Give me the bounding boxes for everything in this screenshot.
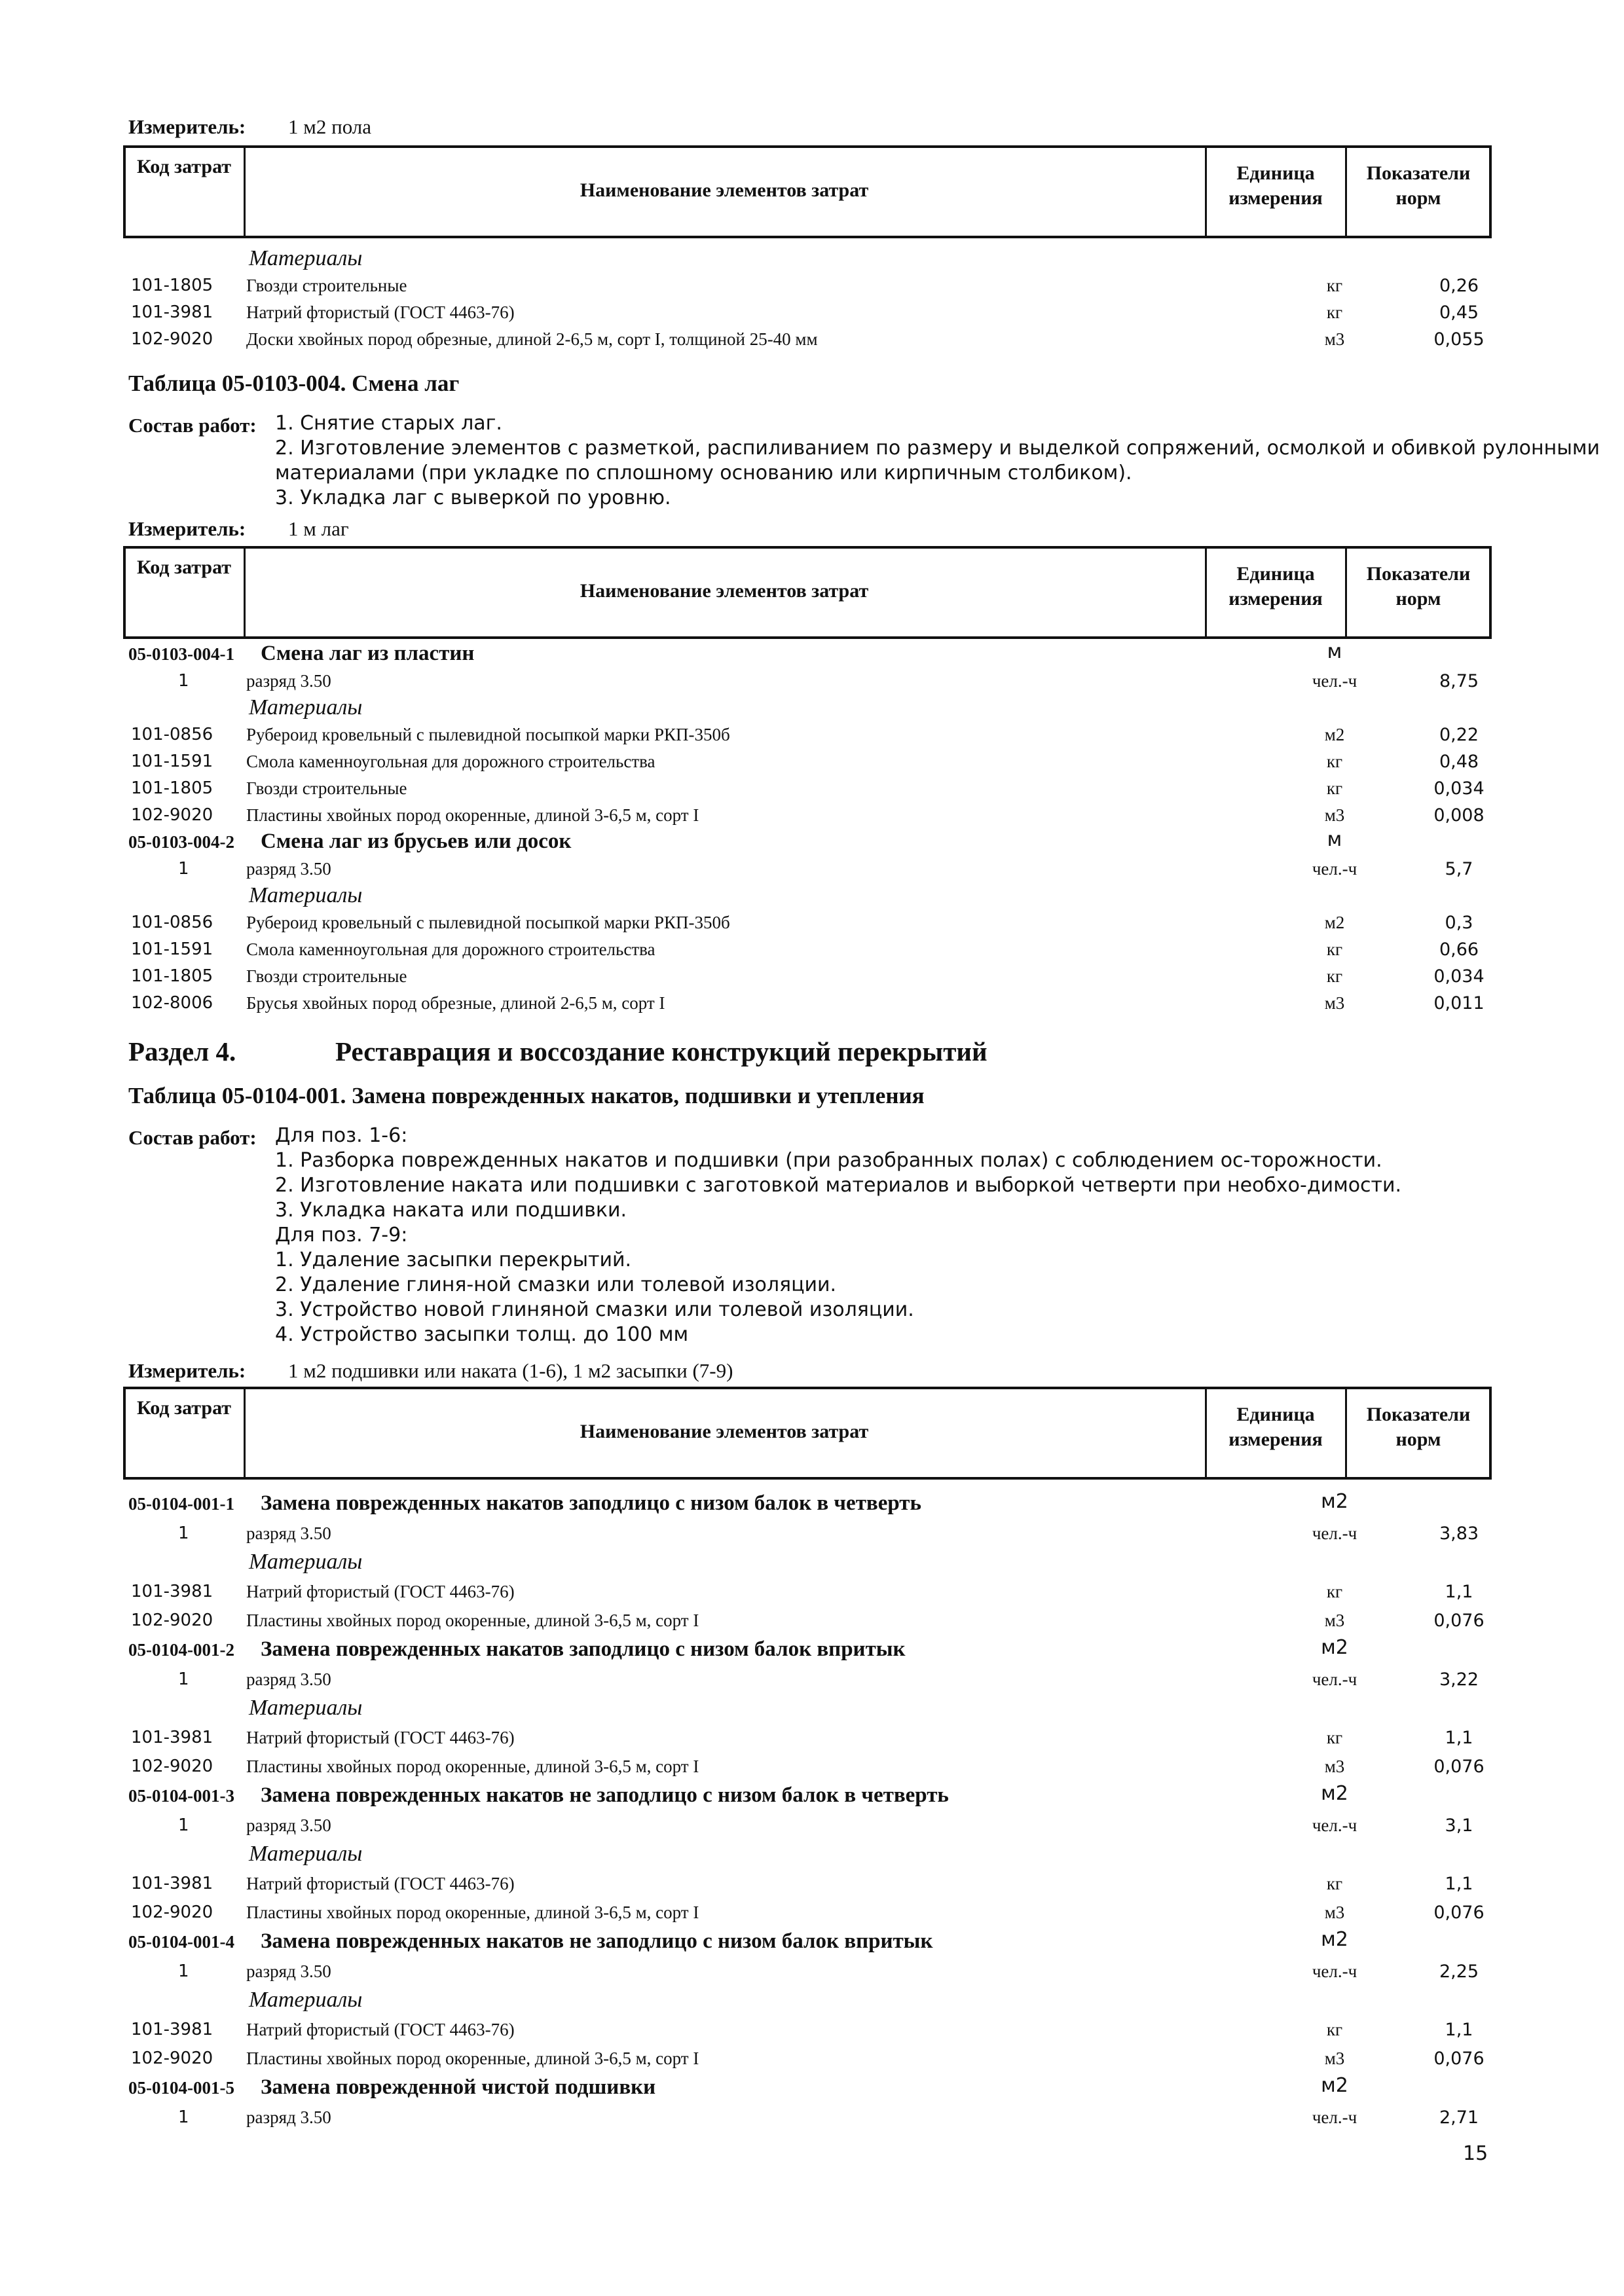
table-row [123, 1582, 1511, 1608]
work-line: 1. Удаление засыпки перекрытий. [275, 1248, 632, 1271]
labor-number: 1 [178, 1669, 189, 1689]
cost-code: 101-1805 [131, 276, 213, 295]
cost-code: 101-1591 [131, 939, 213, 959]
norm-value: 0,008 [1433, 805, 1485, 826]
col-name-header: Наименование элементов затрат [580, 1421, 869, 1442]
table-row [123, 1728, 1511, 1754]
cost-code: 101-1805 [131, 966, 213, 986]
norm-value: 0,055 [1433, 329, 1485, 350]
materials-subheading-row [123, 883, 1511, 912]
position-code: 05-0103-004-2 [128, 832, 234, 852]
position-name: Смена лаг из пластин [261, 642, 475, 665]
position-unit: м2 [1321, 1928, 1348, 1951]
materials-subheading: Материалы [249, 1696, 363, 1721]
work-line: Для поз. 1-6: [275, 1124, 408, 1147]
table-title: Таблица 05-0103-004. Смена лаг [128, 371, 460, 396]
cost-name: Натрий фтористый (ГОСТ 4463-76) [246, 1727, 515, 1747]
work-line: 1. Разборка поврежденных накатов и подшивки (при разобранных полах) с соблюдением ос-торожности. [275, 1149, 1382, 1172]
cost-code: 101-1805 [131, 778, 213, 798]
col-name-header: Наименование элементов затрат [580, 179, 869, 201]
norm-value: 0,034 [1433, 778, 1485, 799]
position-code: 05-0104-001-3 [128, 1786, 234, 1806]
norm-value: 0,66 [1439, 939, 1479, 960]
norm-value: 0,076 [1433, 1757, 1485, 1777]
cost-code: 102-9020 [131, 1757, 213, 1777]
position-row [123, 1636, 1511, 1666]
table-row [123, 302, 1511, 329]
col-norm-header: Показатели норм [1366, 1404, 1471, 1450]
materials-subheading-row [123, 695, 1511, 724]
table-row [123, 725, 1511, 751]
materials-subheading-row [123, 246, 1511, 275]
materials-subheading: Материалы [249, 1842, 363, 1867]
cost-name: Доски хвойных пород обрезные, длиной 2-6,5 м, сорт I, толщиной 25-40 мм [246, 329, 818, 349]
materials-subheading-row [123, 1844, 1511, 1870]
table-row [123, 329, 1511, 355]
position-code: 05-0104-001-5 [128, 2078, 234, 2098]
measure-value: 1 м2 пола [288, 115, 372, 138]
cost-name: Пластины хвойных пород окоренные, длиной 3-6,5 м, сорт I [246, 805, 699, 825]
work-line: материалами (при укладке по сплошному основанию или кирпичным столбиком). [275, 462, 1132, 484]
col-code-header: Код затрат [136, 1397, 232, 1419]
materials-subheading: Материалы [249, 883, 363, 907]
col-name-header: Наименование элементов затрат [580, 580, 869, 602]
unit-cell: кг [1326, 966, 1343, 986]
unit-cell: м3 [1324, 329, 1345, 349]
work-line: Для поз. 7-9: [275, 1224, 408, 1247]
unit-cell: кг [1326, 1727, 1343, 1747]
cost-name: Гвозди строительные [246, 276, 407, 295]
unit-cell: кг [1326, 1581, 1343, 1601]
unit-cell: м3 [1324, 1611, 1345, 1631]
norm-value: 0,48 [1439, 752, 1479, 772]
position-unit: м2 [1321, 1636, 1348, 1659]
materials-subheading: Материалы [249, 695, 363, 720]
table-row [123, 913, 1511, 939]
cost-code: 102-9020 [131, 2049, 213, 2069]
norm-value: 0,3 [1445, 913, 1473, 933]
cost-name: Рубероид кровельный с пылевидной посыпкой марки РКП-350б [246, 913, 730, 932]
labor-number: 1 [178, 1961, 189, 1981]
cost-code: 102-9020 [131, 805, 213, 825]
cost-name: разряд 3.50 [246, 2107, 331, 2127]
cost-code: 102-8006 [131, 993, 213, 1013]
col-norm-header: Показатели норм [1366, 563, 1471, 610]
col-unit-header: Единица измерения [1228, 162, 1323, 209]
position-row [123, 1782, 1511, 1812]
cost-name: разряд 3.50 [246, 671, 331, 691]
cost-name: Гвозди строительные [246, 778, 407, 798]
position-name: Замена поврежденных накатов заподлицо с низом балок в четверть [261, 1491, 921, 1515]
table-row [123, 778, 1511, 805]
materials-subheading-row [123, 1552, 1511, 1578]
table-row [123, 1815, 1511, 1842]
unit-cell: м2 [1324, 913, 1345, 932]
norm-value: 0,45 [1439, 302, 1479, 323]
cost-name: Пластины хвойных пород окоренные, длиной 3-6,5 м, сорт I [246, 1757, 699, 1777]
cost-code: 101-3981 [131, 1873, 213, 1893]
labor-number: 1 [178, 671, 189, 691]
position-code: 05-0103-004-1 [128, 644, 234, 664]
materials-subheading-row [123, 1990, 1511, 2016]
norm-value: 1,1 [1445, 1581, 1473, 1602]
cost-code: 102-9020 [131, 1611, 213, 1631]
position-name: Замена поврежденной чистой подшивки [261, 2075, 656, 2099]
table-row [123, 993, 1511, 1019]
unit-cell: кг [1326, 2019, 1343, 2039]
position-code: 05-0104-001-1 [128, 1494, 234, 1514]
unit-cell: чел.-ч [1312, 671, 1357, 691]
work-line: 2. Удаление глиня-ной смазки или толевой изоляции. [275, 1273, 837, 1296]
cost-name: Смола каменноугольная для дорожного строительства [246, 939, 655, 959]
cost-name: Гвозди строительные [246, 966, 407, 986]
norm-value: 1,1 [1445, 2019, 1473, 2040]
composition-label: Состав работ: [128, 1126, 257, 1149]
table-row [123, 966, 1511, 993]
norm-value: 5,7 [1445, 859, 1473, 879]
table-row [123, 1903, 1511, 1929]
position-unit: м [1327, 640, 1342, 663]
table-row [123, 2049, 1511, 2075]
work-line: 2. Изготовление элементов с разметкой, распиливанием по размеру и выделкой сопряжений, осмолкой и обивкой рулонными [275, 437, 1600, 460]
position-name: Замена поврежденных накатов заподлицо с низом балок впритык [261, 1637, 906, 1661]
col-norm-header: Показатели норм [1366, 162, 1471, 209]
cost-name: разряд 3.50 [246, 1669, 331, 1689]
norm-value: 0,011 [1433, 993, 1485, 1013]
norm-value: 2,25 [1439, 1961, 1479, 1982]
unit-cell: чел.-ч [1312, 1669, 1357, 1689]
table-header [123, 546, 1492, 639]
position-code: 05-0104-001-2 [128, 1640, 234, 1660]
labor-number: 1 [178, 1815, 189, 1835]
norm-value: 2,71 [1439, 2107, 1479, 2128]
table-header [123, 145, 1492, 238]
materials-subheading: Материалы [249, 1550, 363, 1575]
col-code-header: Код затрат [136, 556, 232, 578]
cost-name: разряд 3.50 [246, 859, 331, 879]
cost-code: 102-9020 [131, 1903, 213, 1923]
unit-cell: чел.-ч [1312, 1815, 1357, 1835]
col-unit-header: Единица измерения [1228, 1404, 1323, 1450]
labor-number: 1 [178, 2107, 189, 2127]
cost-code: 101-0856 [131, 913, 213, 932]
cost-code: 101-3981 [131, 302, 213, 322]
cost-code: 101-1591 [131, 752, 213, 771]
col-code-header: Код затрат [136, 156, 232, 177]
table-title: Таблица 05-0104-001. Замена поврежденных накатов, подшивки и утепления [128, 1083, 925, 1108]
measure-label: Измеритель: [128, 115, 246, 138]
position-unit: м [1327, 828, 1342, 851]
position-row [123, 2074, 1511, 2104]
table-row [123, 1757, 1511, 1783]
cost-name: разряд 3.50 [246, 1815, 331, 1835]
norm-value: 1,1 [1445, 1873, 1473, 1894]
page-number: 15 [1463, 2142, 1488, 2165]
composition-label: Состав работ: [128, 414, 257, 437]
measure-label: Измеритель: [128, 1359, 246, 1382]
measure-value: 1 м2 подшивки или наката (1-6), 1 м2 засыпки (7-9) [288, 1359, 733, 1382]
unit-cell: чел.-ч [1312, 2107, 1357, 2127]
unit-cell: м3 [1324, 1757, 1345, 1777]
cost-name: Брусья хвойных пород обрезные, длиной 2-6,5 м, сорт I [246, 993, 665, 1013]
unit-cell: кг [1326, 302, 1343, 322]
position-name: Замена поврежденных накатов не заподлицо с низом балок в четверть [261, 1783, 949, 1807]
work-line: 1. Снятие старых лаг. [275, 412, 502, 435]
section-number: Раздел 4. [128, 1036, 236, 1066]
position-name: Замена поврежденных накатов не заподлицо с низом балок впритык [261, 1929, 933, 1953]
norm-value: 0,22 [1439, 725, 1479, 745]
cost-name: Натрий фтористый (ГОСТ 4463-76) [246, 1581, 515, 1601]
position-row [123, 828, 1511, 858]
table-row [123, 805, 1511, 831]
measure-value: 1 м лаг [288, 517, 349, 540]
materials-subheading-row [123, 1698, 1511, 1724]
position-row [123, 1490, 1511, 1520]
table-row [123, 1523, 1511, 1550]
table-row [123, 752, 1511, 778]
work-line: 4. Устройство засыпки толщ. до 100 мм [275, 1323, 689, 1346]
table-row [123, 1874, 1511, 1900]
cost-code: 101-3981 [131, 2019, 213, 2039]
position-row [123, 1928, 1511, 1958]
cost-name: Натрий фтористый (ГОСТ 4463-76) [246, 302, 515, 322]
table-row [123, 2107, 1511, 2134]
table-header [123, 1387, 1492, 1480]
work-line: 3. Укладка наката или подшивки. [275, 1199, 627, 1222]
unit-cell: чел.-ч [1312, 1961, 1357, 1981]
work-line: 3. Укладка лаг с выверкой по уровню. [275, 486, 671, 509]
norm-value: 3,83 [1439, 1523, 1479, 1544]
cost-name: Пластины хвойных пород окоренные, длиной 3-6,5 м, сорт I [246, 2049, 699, 2069]
norm-value: 3,1 [1445, 1815, 1473, 1836]
work-line: 3. Устройство новой глиняной смазки или толевой изоляции. [275, 1298, 914, 1321]
unit-cell: кг [1326, 1873, 1343, 1893]
norm-value: 3,22 [1439, 1669, 1479, 1690]
work-composition [275, 1123, 1401, 1347]
cost-name: Натрий фтористый (ГОСТ 4463-76) [246, 2019, 515, 2039]
position-row [123, 640, 1511, 670]
measure-label: Измеритель: [128, 517, 246, 540]
cost-code: 102-9020 [131, 329, 213, 349]
unit-cell: м3 [1324, 805, 1345, 825]
position-unit: м2 [1321, 1490, 1348, 1513]
cost-name: Рубероид кровельный с пылевидной посыпкой марки РКП-350б [246, 725, 730, 744]
norm-value: 0,034 [1433, 966, 1485, 987]
table-row [123, 1669, 1511, 1696]
labor-number: 1 [178, 1523, 189, 1543]
unit-cell: чел.-ч [1312, 1523, 1357, 1543]
cost-name: разряд 3.50 [246, 1961, 331, 1981]
position-unit: м2 [1321, 1782, 1348, 1805]
unit-cell: м3 [1324, 2049, 1345, 2069]
unit-cell: кг [1326, 778, 1343, 798]
section-title: Реставрация и воссоздание конструкций перекрытий [335, 1036, 987, 1066]
unit-cell: кг [1326, 752, 1343, 771]
unit-cell: чел.-ч [1312, 859, 1357, 879]
materials-subheading: Материалы [249, 246, 363, 270]
norm-value: 0,076 [1433, 2049, 1485, 2069]
cost-code: 101-3981 [131, 1727, 213, 1747]
table-row [123, 939, 1511, 966]
cost-name: Смола каменноугольная для дорожного строительства [246, 752, 655, 771]
position-code: 05-0104-001-4 [128, 1932, 234, 1952]
norm-value: 0,076 [1433, 1611, 1485, 1631]
unit-cell: м3 [1324, 993, 1345, 1013]
unit-cell: м3 [1324, 1903, 1345, 1923]
norm-value: 8,75 [1439, 671, 1479, 691]
cost-name: Натрий фтористый (ГОСТ 4463-76) [246, 1873, 515, 1893]
unit-cell: м2 [1324, 725, 1345, 744]
cost-name: Пластины хвойных пород окоренные, длиной 3-6,5 м, сорт I [246, 1903, 699, 1923]
col-unit-header: Единица измерения [1228, 563, 1323, 610]
unit-cell: кг [1326, 276, 1343, 295]
position-unit: м2 [1321, 2074, 1348, 2097]
table-row [123, 1611, 1511, 1637]
table-row [123, 1961, 1511, 1988]
table-row [123, 2020, 1511, 2046]
norm-value: 0,076 [1433, 1903, 1485, 1923]
norm-value: 0,26 [1439, 276, 1479, 296]
table-row [123, 859, 1511, 885]
cost-code: 101-3981 [131, 1581, 213, 1601]
unit-cell: кг [1326, 939, 1343, 959]
work-composition [275, 411, 1600, 511]
work-line: 2. Изготовление наката или подшивки с заготовкой материалов и выборкой четверти при необхо-димости. [275, 1174, 1402, 1197]
norm-value: 1,1 [1445, 1727, 1473, 1748]
position-name: Смена лаг из брусьев или досок [261, 829, 572, 853]
table-row [123, 276, 1511, 302]
labor-number: 1 [178, 859, 189, 879]
cost-name: разряд 3.50 [246, 1523, 331, 1543]
cost-name: Пластины хвойных пород окоренные, длиной 3-6,5 м, сорт I [246, 1611, 699, 1631]
materials-subheading: Материалы [249, 1988, 363, 2013]
table-row [123, 671, 1511, 697]
cost-code: 101-0856 [131, 725, 213, 744]
